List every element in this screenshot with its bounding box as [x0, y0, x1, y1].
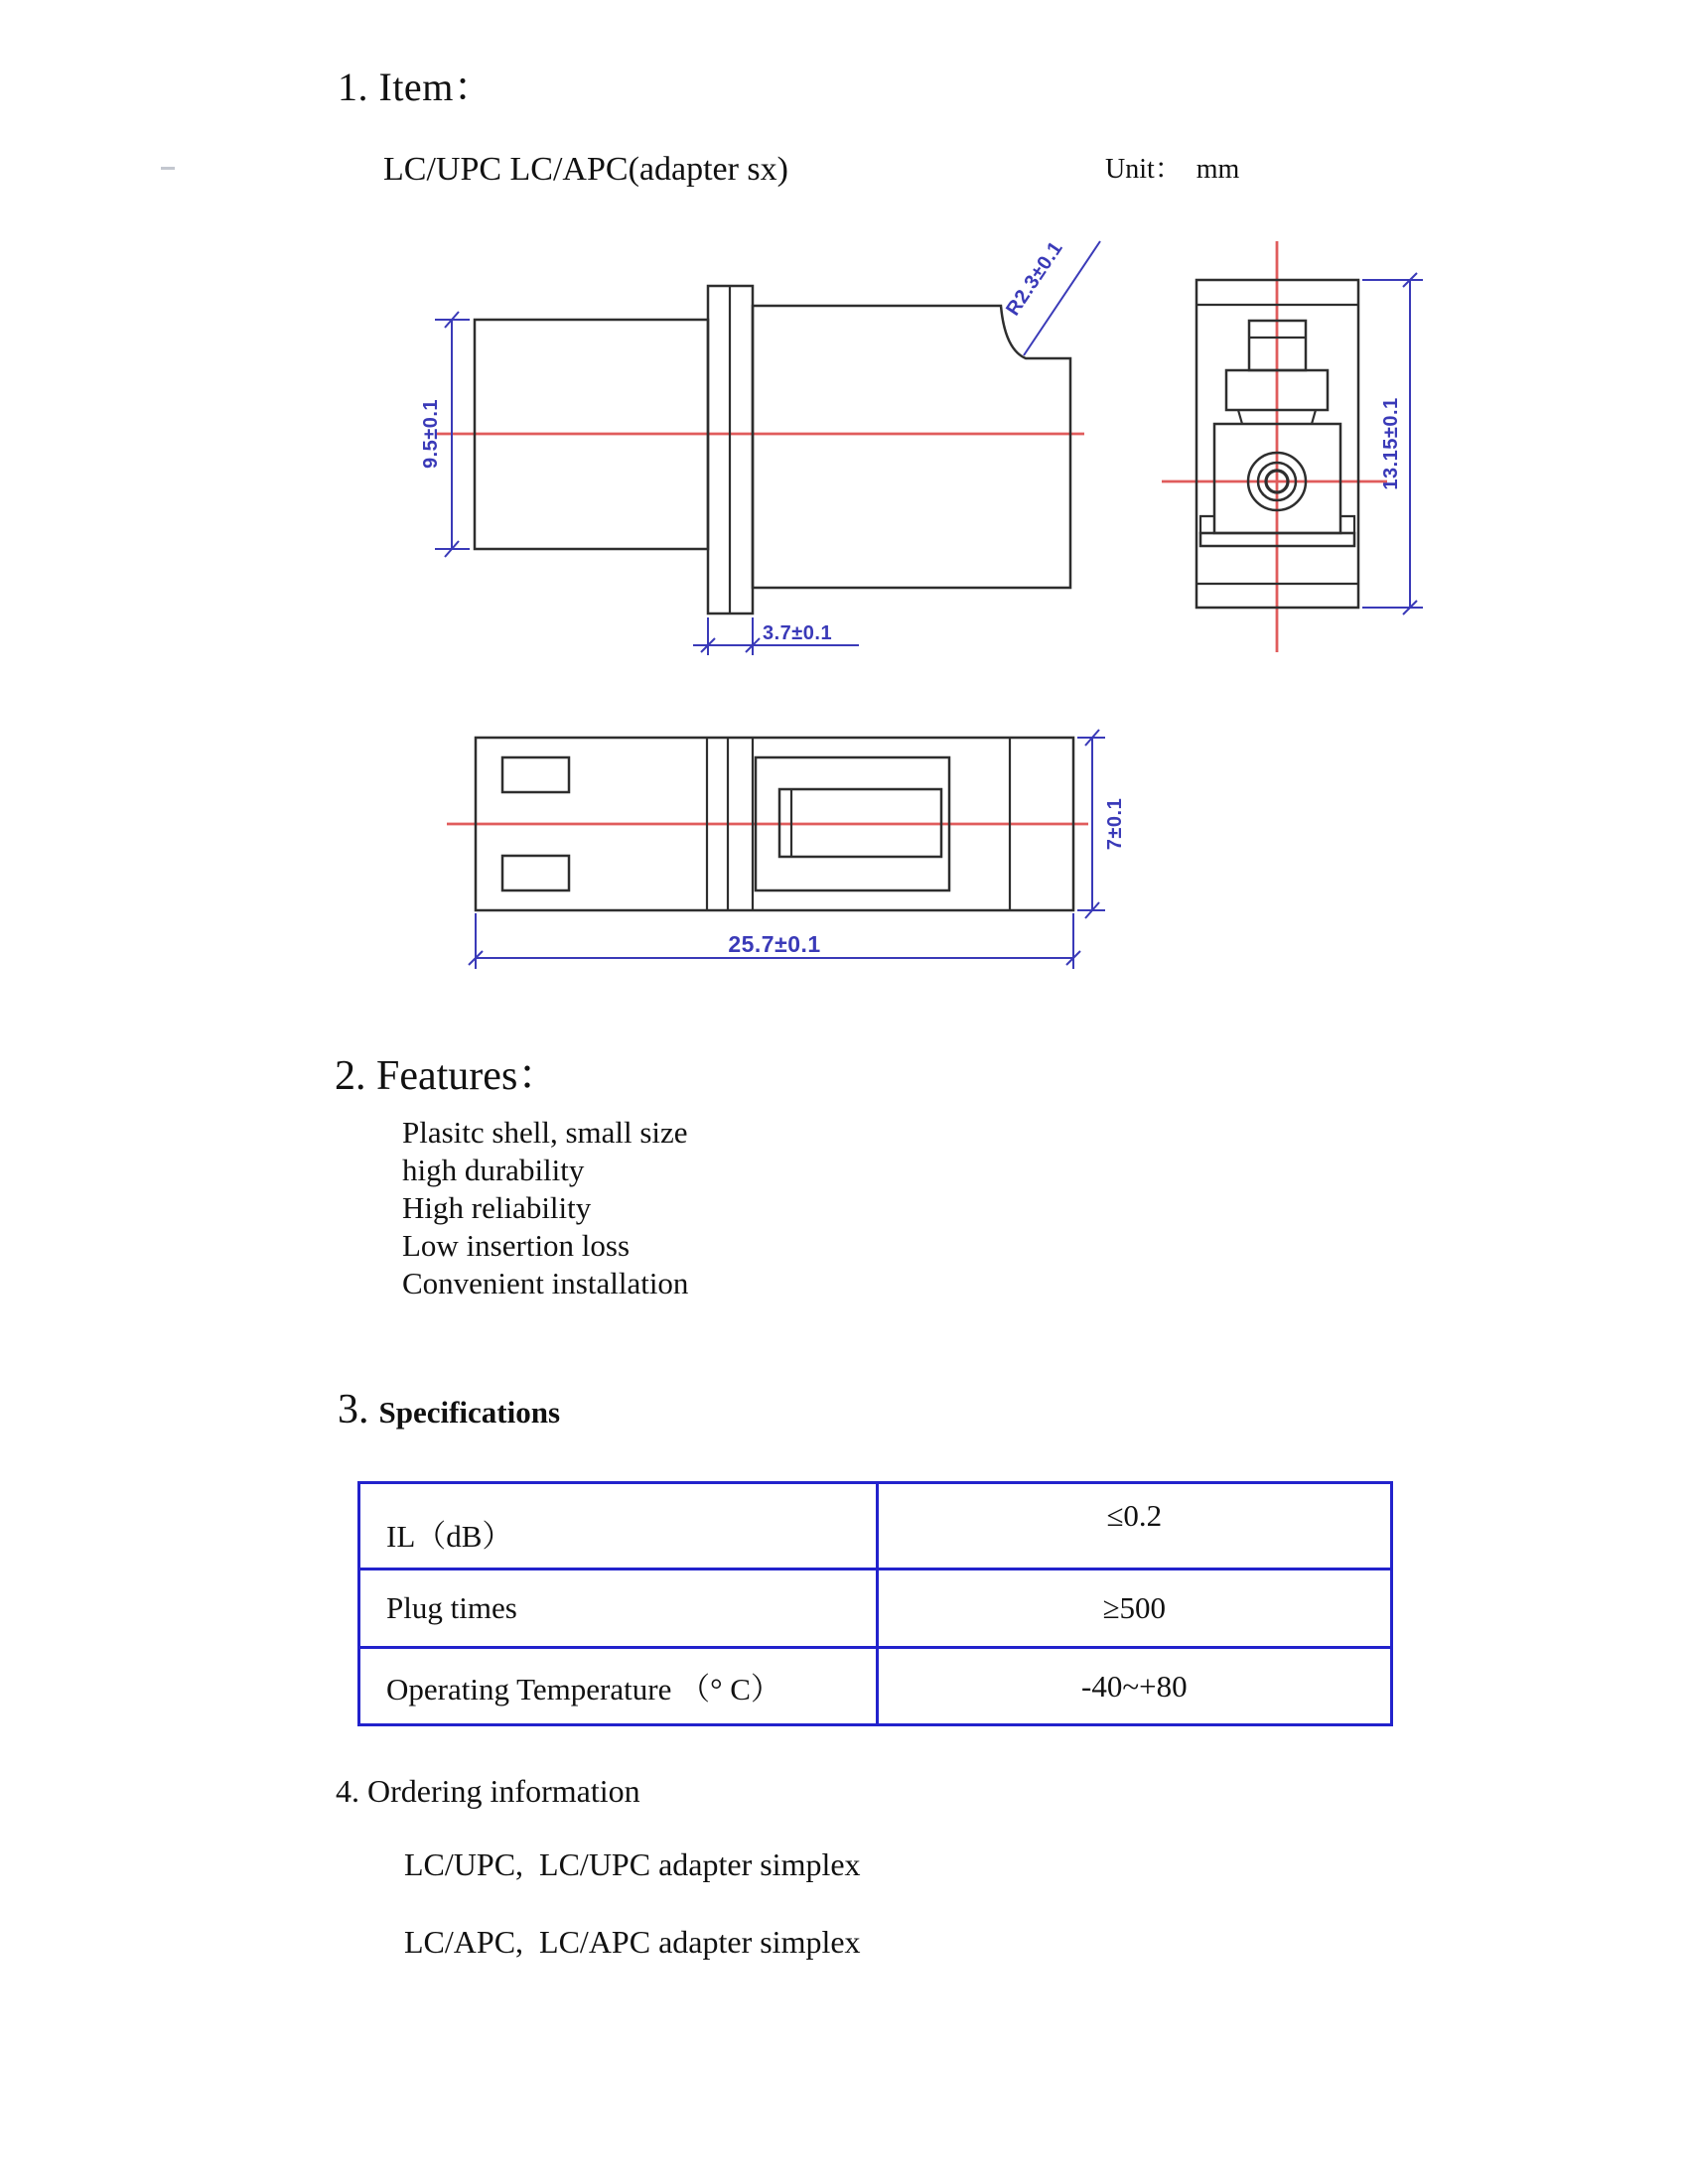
- section-3-title: Specifications: [378, 1395, 561, 1430]
- front-view-left-foot: [1200, 516, 1214, 533]
- spec-value-plug-times: ≥500: [1102, 1590, 1167, 1625]
- side-view: [420, 237, 1100, 655]
- section-3-heading: [338, 1386, 560, 1433]
- ordering-item: LC/UPC, LC/UPC adapter simplex: [404, 1846, 861, 1882]
- side-view-right-body: [753, 306, 1070, 588]
- technical-drawing: [377, 208, 1450, 1003]
- notch-radius-dimension: [1002, 237, 1100, 355]
- item-name: LC/UPC LC/APC(adapter sx): [383, 151, 788, 188]
- top-width-dimension: [469, 913, 1080, 969]
- front-view-neck-line: [1312, 410, 1316, 424]
- ordering-item: LC/APC, LC/APC adapter simplex: [404, 1924, 861, 1960]
- stray-mark: [161, 167, 175, 170]
- spec-label-il: IL（dB）: [360, 1484, 879, 1568]
- front-height-dim-label: 13.15±0.1: [1380, 397, 1402, 490]
- feature-item: Convenient installation: [402, 1266, 689, 1300]
- side-height-dim-label: 9.5±0.1: [420, 398, 442, 470]
- table-row: [360, 1646, 1390, 1723]
- front-height-dimension: [1362, 273, 1423, 614]
- section-4-heading: 4. Ordering information: [336, 1773, 640, 1809]
- front-view-neck-line: [1238, 410, 1242, 424]
- table-row: [360, 1484, 1390, 1568]
- front-view: [1162, 241, 1423, 652]
- flange-thickness-dim-label: 3.7±0.1: [763, 622, 833, 644]
- top-view: [447, 730, 1126, 969]
- top-height-dim-label: 7±0.1: [1104, 797, 1126, 851]
- spec-label-operating-temperature: Operating Temperature （° C）: [360, 1649, 879, 1723]
- section-3-number: 3.: [338, 1387, 369, 1433]
- feature-item: high durability: [402, 1153, 585, 1187]
- feature-list: [402, 1114, 688, 1302]
- feature-item: Plasitc shell, small size: [402, 1115, 688, 1150]
- spec-value-il: ≤0.2: [1106, 1498, 1163, 1533]
- top-view-latch-hole-2: [502, 856, 569, 890]
- unit-label: Unit： mm: [1105, 154, 1240, 185]
- section-2-heading: 2. Features：: [335, 1053, 560, 1099]
- notch-radius-dim-label: R2.3±0.1: [1002, 237, 1067, 321]
- spec-value-operating-temperature: -40~+80: [1081, 1668, 1188, 1704]
- top-width-dim-label: 25.7±0.1: [728, 931, 821, 957]
- spec-label-plug-times: Plug times: [360, 1570, 879, 1646]
- top-view-latch-hole-1: [502, 757, 569, 792]
- feature-item: Low insertion loss: [402, 1228, 631, 1263]
- table-row: [360, 1568, 1390, 1646]
- section-1-heading: 1. Item：: [338, 65, 494, 109]
- spec-table: [357, 1481, 1393, 1726]
- front-view-right-foot: [1340, 516, 1354, 533]
- feature-item: High reliability: [402, 1190, 592, 1225]
- flange-thickness-dimension: [693, 617, 859, 655]
